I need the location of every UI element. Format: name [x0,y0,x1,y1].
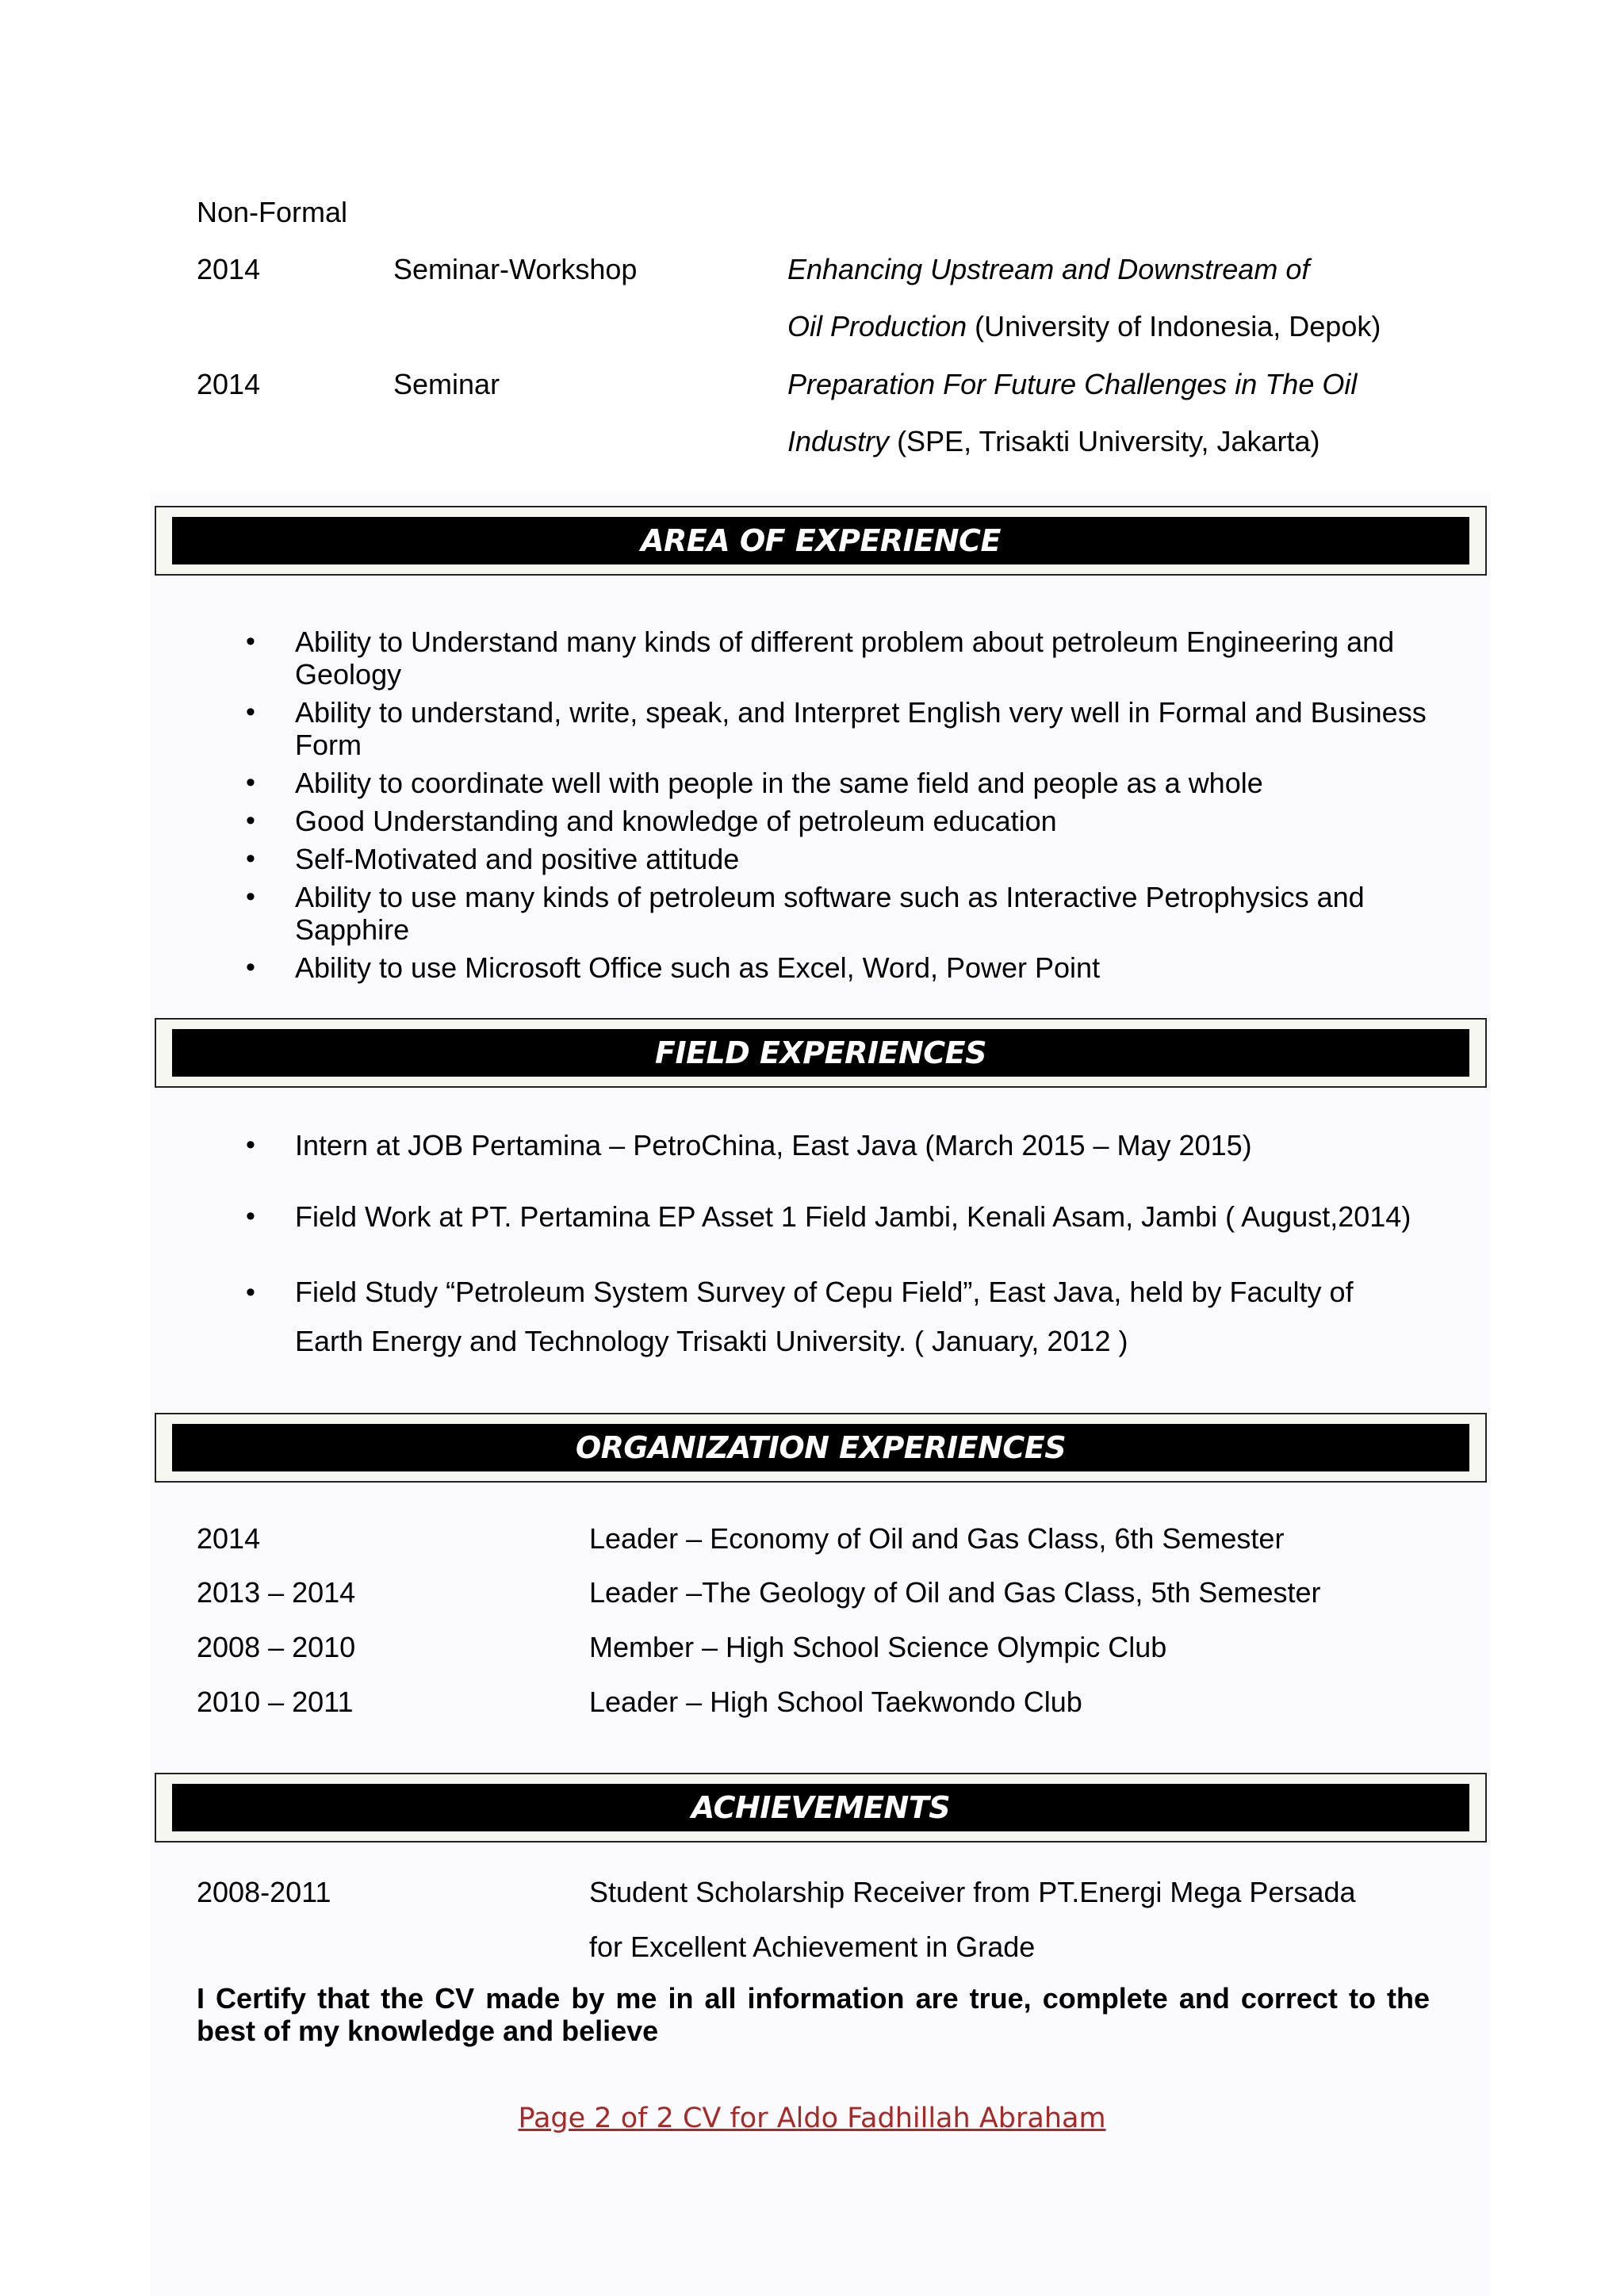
section-title: FIELD EXPERIENCES [655,1035,986,1070]
list-item: • Field Work at PT. Pertamina EP Asset 1 Field Jambi, Kenali Asam, Jambi ( August,2014) [238,1200,1427,1233]
org-role: Leader – High School Taekwondo Club [589,1686,1082,1718]
nonformal-heading: Non-Formal [197,196,348,228]
section-header-field-experiences [155,1018,1487,1088]
achievement-line: Student Scholarship Receiver from PT.Energi Mega Persada [589,1876,1356,1908]
area-of-experience-list [238,626,1427,984]
list-item-line: Field Study “Petroleum System Survey of Cepu Field”, East Java, held by Faculty of [295,1276,1354,1308]
section-title: ORGANIZATION EXPERIENCES [575,1430,1067,1465]
section-header-bar [172,517,1469,564]
nonformal-type: Seminar-Workshop [393,253,638,285]
nonformal-type: Seminar [393,368,500,400]
page-footer [0,2103,1624,2134]
achievement-line: for Excellent Achievement in Grade [589,1931,1036,1963]
certification-statement: I Certify that the CV made by me in all information are true, complete and correct to the best of my knowledge and believe [197,1982,1430,2047]
nonformal-title-italic: Oil Production [787,310,967,342]
list-item: • Ability to coordinate well with people in the same field and people as a whole [238,767,1427,799]
org-role: Member – High School Science Olympic Club [589,1631,1167,1663]
org-year: 2014 [197,1522,261,1555]
list-item-line: Earth Energy and Technology Trisakti University. ( January, 2012 ) [295,1325,1128,1357]
section-title: AREA OF EXPERIENCE [641,523,1001,558]
list-item: • Good Understanding and knowledge of petroleum education [238,805,1427,837]
section-title: ACHIEVEMENTS [691,1790,951,1825]
section-header-organization-experiences [155,1413,1487,1483]
section-header-bar [172,1424,1469,1471]
org-year: 2010 – 2011 [197,1686,354,1718]
nonformal-title-line2 [787,424,1320,459]
list-item: • Ability to use Microsoft Office such as Excel, Word, Power Point [238,951,1427,984]
list-item: • Ability to Understand many kinds of different problem about petroleum Engineering and Geology [238,626,1427,691]
nonformal-year: 2014 [197,253,261,285]
section-header-achievements [155,1773,1487,1843]
org-role: Leader –The Geology of Oil and Gas Class, 5th Semester [589,1576,1321,1609]
list-item: • Self-Motivated and positive attitude [238,843,1427,875]
nonformal-title-italic: Industry [787,425,890,457]
list-item: • Ability to use many kinds of petroleum software such as Interactive Petrophysics and Sapphire [238,881,1427,946]
section-header-bar [172,1029,1469,1077]
list-item: • Intern at JOB Pertamina – PetroChina, East Java (March 2015 – May 2015) [238,1129,1427,1161]
nonformal-year: 2014 [197,368,261,400]
list-item [238,1268,1427,1366]
nonformal-title-rest: (University of Indonesia, Depok) [967,310,1381,342]
footer-link[interactable]: Page 2 of 2 CV for Aldo Fadhillah Abraham [518,2103,1106,2134]
section-header-bar [172,1784,1469,1831]
section-header-area-of-experience [155,506,1487,576]
org-role: Leader – Economy of Oil and Gas Class, 6th Semester [589,1522,1285,1555]
nonformal-title-line1: Preparation For Future Challenges in The Oil [787,368,1358,400]
nonformal-title-line1: Enhancing Upstream and Downstream of [787,253,1310,285]
nonformal-title-line2 [787,309,1381,344]
achievement-year: 2008-2011 [197,1876,331,1908]
list-item: • Ability to understand, write, speak, and Interpret English very well in Formal and Business Form [238,696,1427,761]
field-experiences-list [238,1129,1427,1366]
org-year: 2008 – 2010 [197,1631,356,1663]
nonformal-title-rest: (SPE, Trisakti University, Jakarta) [889,425,1320,457]
org-year: 2013 – 2014 [197,1576,356,1609]
